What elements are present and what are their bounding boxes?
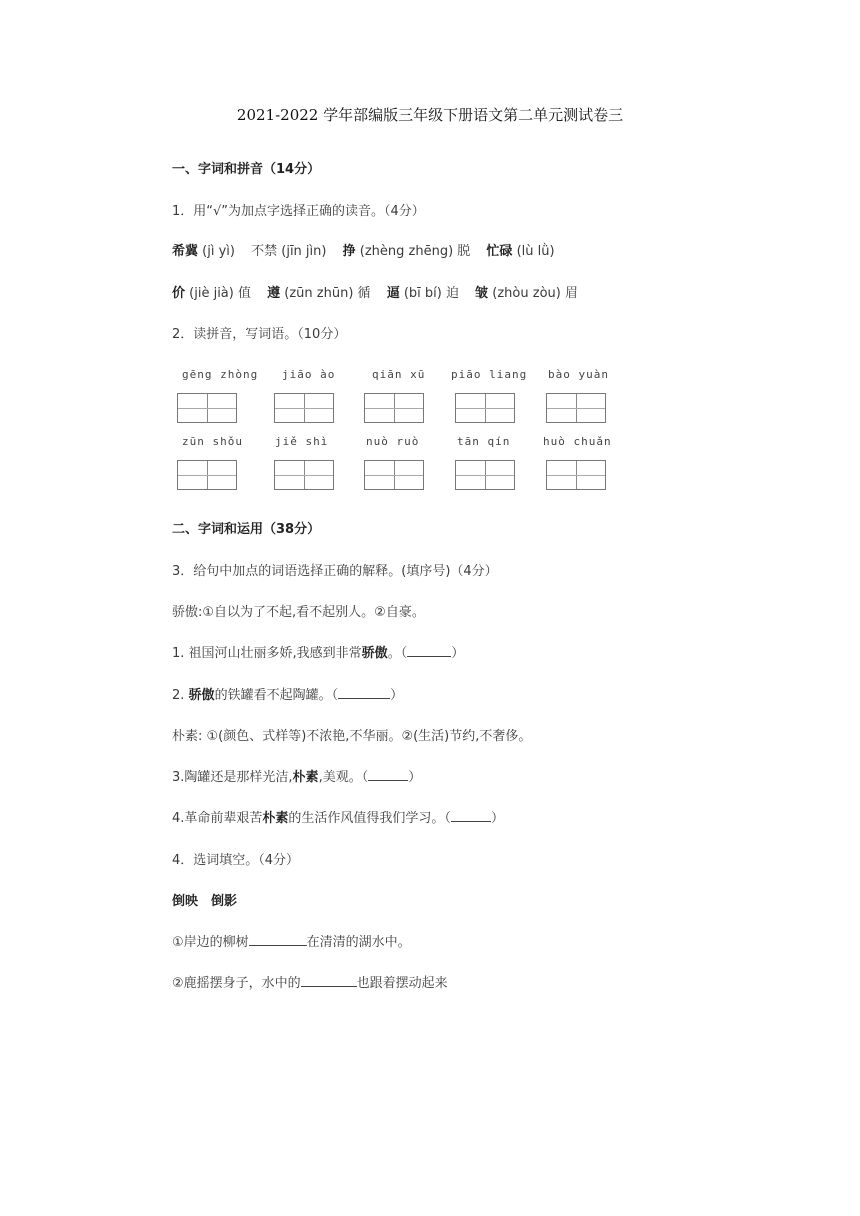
pinyin-label: gēng zhòng [182, 368, 259, 381]
q1-options: (zhòu zòu) 眉 [492, 286, 578, 301]
q4-sentence-1 [172, 931, 411, 950]
q1-word: 皱 [475, 286, 489, 301]
sentence-text: 。（ [387, 646, 408, 661]
pinyin-label: jiāo ào [282, 368, 336, 381]
q1-word: 逼 [386, 286, 400, 301]
q1-options: (jì yì) [202, 244, 235, 259]
question-1: 1．用“√”为加点字选择正确的读音。（4分） [172, 204, 425, 219]
answer-blank[interactable] [301, 974, 357, 987]
sentence-text: ） [408, 770, 422, 785]
dotted-word: 朴素 [292, 770, 319, 785]
question-4: 4．选词填空。（4分） [172, 853, 300, 868]
sentence-text: ①岸边的柳树 [172, 935, 249, 950]
pinyin-label: bào yuàn [548, 368, 609, 381]
answer-blank[interactable] [338, 686, 390, 699]
answer-grid[interactable] [177, 460, 237, 490]
sentence-text: 也跟着摆动起来 [356, 976, 448, 991]
sentence-text: ②鹿摇摆身子，水中的 [172, 976, 301, 991]
sentence-text: ） [451, 646, 465, 661]
q1-options: (jiè jià) 值 [189, 286, 251, 301]
q1-word: 不禁 [251, 244, 278, 259]
q3-sentence-3 [172, 766, 421, 785]
answer-blank[interactable] [451, 809, 491, 822]
q1-options: (zhèng zhēng) 脱 [359, 244, 471, 259]
sentence-text: ） [490, 811, 504, 826]
q1-line-1 [172, 240, 555, 259]
q1-word: 忙碌 [486, 244, 513, 259]
pinyin-label: zūn shǒu [182, 435, 243, 448]
q1-options: (bī bí) 迫 [403, 286, 459, 301]
sentence-text: 4.革命前辈艰苦 [172, 811, 263, 826]
answer-grid[interactable] [364, 393, 424, 423]
q1-word: 希冀 [172, 244, 199, 259]
q4-sentence-2 [172, 972, 448, 991]
q1-word: 价 [172, 286, 186, 301]
sentence-text: 1. 祖国河山壮丽多娇,我感到非常 [172, 646, 362, 661]
q1-options: (zūn zhūn) 循 [284, 286, 371, 301]
sentence-text: 3.陶罐还是那样光洁, [172, 770, 293, 785]
q1-word: 挣 [342, 244, 356, 259]
q3-sentence-4 [172, 807, 504, 826]
answer-grid[interactable] [455, 393, 515, 423]
q1-options: (lù lǜ) [516, 244, 555, 259]
dotted-word: 骄傲 [188, 688, 215, 703]
dotted-word: 骄傲 [361, 646, 388, 661]
pinyin-label: qiān xū [372, 368, 426, 381]
dotted-word: 朴素 [262, 811, 289, 826]
answer-grid[interactable] [546, 460, 606, 490]
answer-blank[interactable] [249, 933, 307, 946]
answer-grid[interactable] [455, 460, 515, 490]
section-heading-1: 一、字词和拼音（14分） [172, 162, 321, 177]
definition-jiaoao: 骄傲:①自以为了不起,看不起别人。②自豪。 [172, 605, 425, 620]
q1-word: 遵 [267, 286, 281, 301]
word-choices: 倒映 倒影 [172, 894, 238, 909]
q1-line-2 [172, 282, 578, 301]
answer-grid[interactable] [546, 393, 606, 423]
sentence-text: 的生活作风值得我们学习。（ [288, 811, 451, 826]
answer-blank[interactable] [368, 768, 408, 781]
pinyin-label: piāo liang [451, 368, 528, 381]
sentence-text: ） [390, 688, 404, 703]
pinyin-label: huò chuǎn [543, 435, 612, 448]
answer-grid[interactable] [177, 393, 237, 423]
pinyin-label: jiě shì [275, 435, 329, 448]
sentence-text: 在清清的湖水中。 [306, 935, 411, 950]
section-heading-2: 二、字词和运用（38分） [172, 522, 321, 537]
q1-options: (jīn jìn) [281, 244, 327, 259]
q3-sentence-2 [172, 684, 403, 703]
answer-grid[interactable] [364, 460, 424, 490]
pinyin-label: nuò ruò [366, 435, 420, 448]
q3-sentence-1 [172, 642, 464, 661]
definition-pusu: 朴素: ①(颜色、式样等)不浓艳,不华丽。②(生活)节约,不奢侈。 [172, 729, 532, 744]
sentence-text: ,美观。（ [318, 770, 369, 785]
sentence-text: 的铁罐看不起陶罐。（ [214, 688, 339, 703]
answer-blank[interactable] [407, 644, 451, 657]
pinyin-label: tān qín [457, 435, 511, 448]
answer-grid[interactable] [274, 460, 334, 490]
question-2: 2．读拼音，写词语。（10分） [172, 327, 347, 342]
question-3: 3．给句中加点的词语选择正确的解释。(填序号)（4分） [172, 564, 498, 579]
page-title: 2021-2022 学年部编版三年级下册语文第二单元测试卷三 [236, 106, 624, 124]
sentence-text: 2. [172, 688, 189, 703]
answer-grid[interactable] [274, 393, 334, 423]
